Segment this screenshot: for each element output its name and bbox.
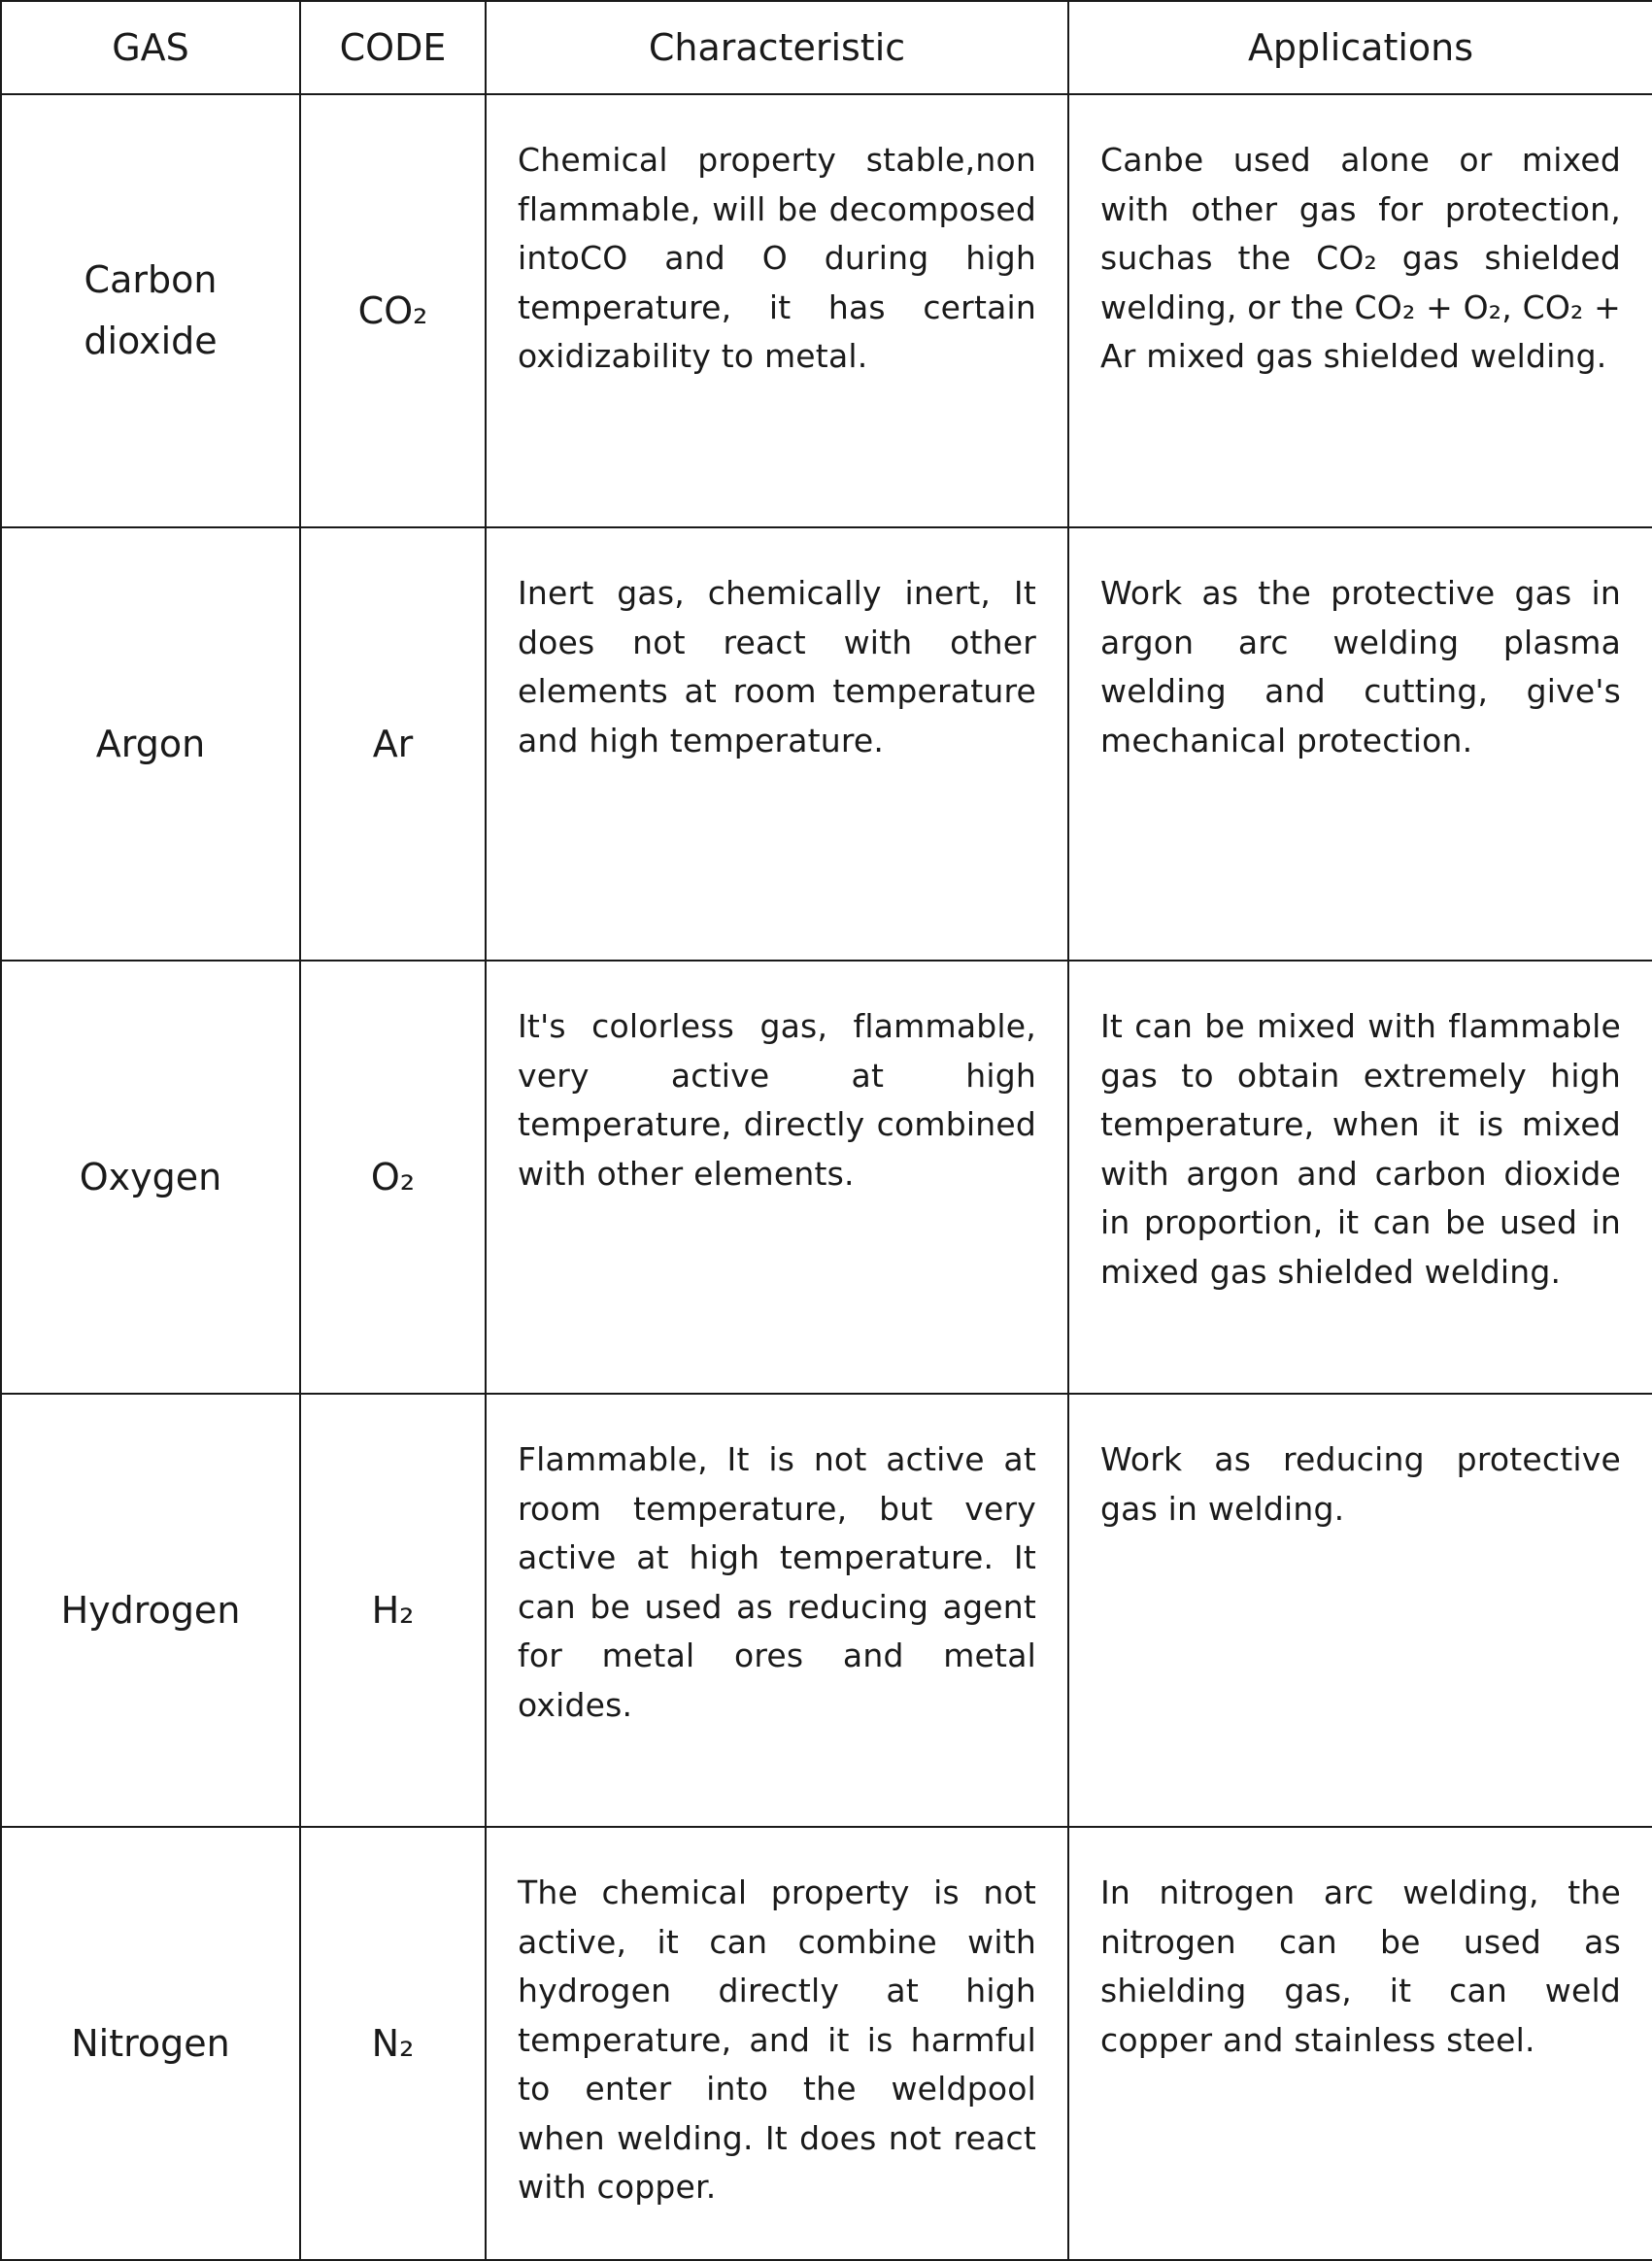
gas-name-cell: Carbon dioxide [1,94,300,527]
header-row [1,1,1652,94]
header-gas: GAS [1,1,300,94]
characteristic-cell: Chemical property stable,non flammable, will be decomposed intoCO and O during high temperature, it has certain oxidizability to metal. [486,94,1068,527]
characteristic-cell: It's colorless gas, flammable, very active at high temperature, directly combined with other elements. [486,961,1068,1394]
characteristic-cell: Inert gas, chemically inert, It does not react with other elements at room temperature and high temperature. [486,527,1068,961]
characteristic-cell: Flammable, It is not active at room temperature, but very active at high temperature. It can be used as reducing agent for metal ores and metal oxides. [486,1394,1068,1827]
table-row-argon [1,527,1652,961]
gas-code-cell: Ar [300,527,486,961]
gas-code-cell: N₂ [300,1827,486,2260]
gas-code-cell: O₂ [300,961,486,1394]
header-applications: Applications [1068,1,1652,94]
gas-name-cell: Hydrogen [1,1394,300,1827]
gas-name-cell: Argon [1,527,300,961]
applications-cell: Work as reducing protective gas in welding. [1068,1394,1652,1827]
header-characteristic: Characteristic [486,1,1068,94]
table-row-nitrogen [1,1827,1652,2260]
gas-name-cell: Oxygen [1,961,300,1394]
applications-cell: Canbe used alone or mixed with other gas for protection, suchas the CO₂ gas shielded welding, or the CO₂ + O₂, CO₂ + Ar mixed gas shielded welding. [1068,94,1652,527]
table-row-oxygen [1,961,1652,1394]
table-body [1,94,1652,2260]
applications-cell: In nitrogen arc welding, the nitrogen can be used as shielding gas, it can weld copper and stainless steel. [1068,1827,1652,2260]
table-header [1,1,1652,94]
gas-code-cell: H₂ [300,1394,486,1827]
gas-name-cell: Nitrogen [1,1827,300,2260]
header-code: CODE [300,1,486,94]
table-row-carbon-dioxide [1,94,1652,527]
characteristic-cell: The chemical property is not active, it can combine with hydrogen directly at high temperature, and it is harmful to enter into the weldpool when welding. It does not react with copper. [486,1827,1068,2260]
gas-code-cell: CO₂ [300,94,486,527]
applications-cell: It can be mixed with flammable gas to obtain extremely high temperature, when it is mixed with argon and carbon dioxide in proportion, it can be used in mixed gas shielded welding. [1068,961,1652,1394]
table-row-hydrogen [1,1394,1652,1827]
applications-cell: Work as the protective gas in argon arc welding plasma welding and cutting, give's mechanical protection. [1068,527,1652,961]
